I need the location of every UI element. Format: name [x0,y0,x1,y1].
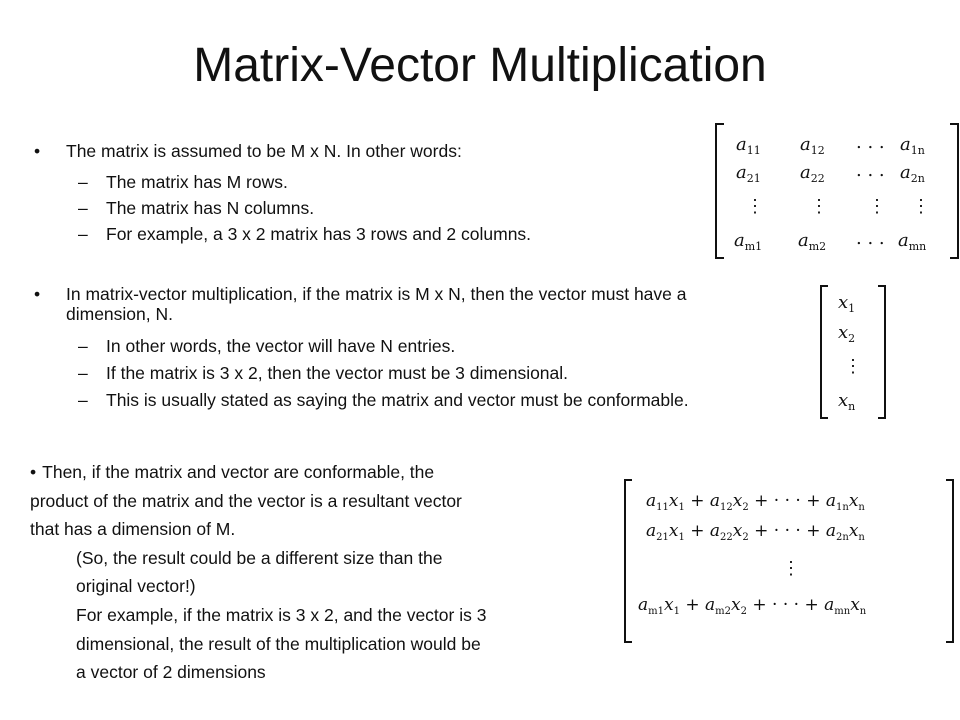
svg-text:. . .: . . . [856,132,885,153]
svg-text:a21x1 + a22x2 + · · · + a2nxn: $a_{21}x_1 + a_{22}x_2$ + · · · + $a_{2n}x_n$ [646,521,865,543]
result-note-1: (So, the result could be a different size than the [76,547,443,568]
result-example-3: a vector of 2 dimensions [76,662,266,683]
svg-text:am2: $a_{m2}$ [798,230,827,253]
sub-bullet-3-dimensional: – If the matrix is 3 x 2, then the vector must be 3 dimensional. [34,363,704,383]
section-vector-dimension [34,284,704,414]
svg-text:a22: $a_{22}$ [800,162,825,185]
sub-bullet-entries: – In other words, the vector will have N entries. [34,336,704,356]
svg-text:am1: $a_{m1}$ [734,230,763,253]
svg-text:. . .: . . . [856,160,885,181]
sub-bullet-conformable: – This is usually stated as saying the matrix and vector must be conformable. [34,390,704,410]
result-example-2: dimensional, the result of the multiplication would be [76,633,481,654]
result-line-3: that has a dimension of M. [30,519,236,540]
svg-text:x1: $x_1$ [838,292,856,315]
section-result [30,458,640,687]
result-line-1: • Then, if the matrix and vector are conformable, the [30,462,435,482]
svg-text:a1n: $a_{1n}$ [900,134,925,157]
svg-text:⋮: ⋮ [782,558,800,579]
section-matrix-size [34,140,694,249]
matrix-mxn-figure [712,122,960,260]
svg-text:⋮: ⋮ [868,196,886,217]
svg-text:a11: $a_{11}$ [736,134,761,157]
svg-text:amn: $a_{mn}$ [898,230,927,253]
sub-bullet-rows: – The matrix has M rows. [34,171,694,193]
svg-text:a12: $a_{12}$ [800,134,825,157]
sub-bullet-columns: – The matrix has N columns. [34,197,694,219]
slide-title: Matrix-Vector Multiplication [193,39,767,92]
vector-x-figure [818,284,890,420]
svg-text:⋮: ⋮ [912,196,930,217]
result-vector-figure [622,478,958,644]
result-line-2: product of the matrix and the vector is a resultant vector [30,490,462,511]
svg-text:a11x1 + a12x2 + · · · + a1nxn: $a_{11}x_1 + a_{12}x_2$ + · · · + $a_{1n}x_n$ [646,491,865,513]
result-note-2: original vector!) [76,576,196,597]
svg-text:⋮: ⋮ [844,356,862,377]
svg-text:⋮: ⋮ [746,196,764,217]
svg-text:a21: $a_{21}$ [736,162,761,185]
svg-text:. . .: . . . [856,228,885,249]
bullet-matrix-size: • The matrix is assumed to be M x N. In other words: [34,140,694,162]
svg-text:x2: $x_2$ [838,322,856,345]
svg-text:⋮: ⋮ [810,196,828,217]
result-example-1: For example, if the matrix is 3 x 2, and the vector is 3 [76,604,487,625]
svg-text:xn: $x_n$ [838,390,856,413]
svg-text:a2n: $a_{2n}$ [900,162,925,185]
sub-bullet-example: – For example, a 3 x 2 matrix has 3 rows and 2 columns. [34,223,694,245]
svg-text:am1x1 + am2x2 + · · · + amnxn: $a_{m1}x_1 + a_{m2}x_2$ + · · · + $a_{mn}x_n$ [638,595,867,617]
bullet-vector-dimension: • In matrix-vector multiplication, if the matrix is M x N, then the vector must have a dimension, N. [34,284,704,324]
